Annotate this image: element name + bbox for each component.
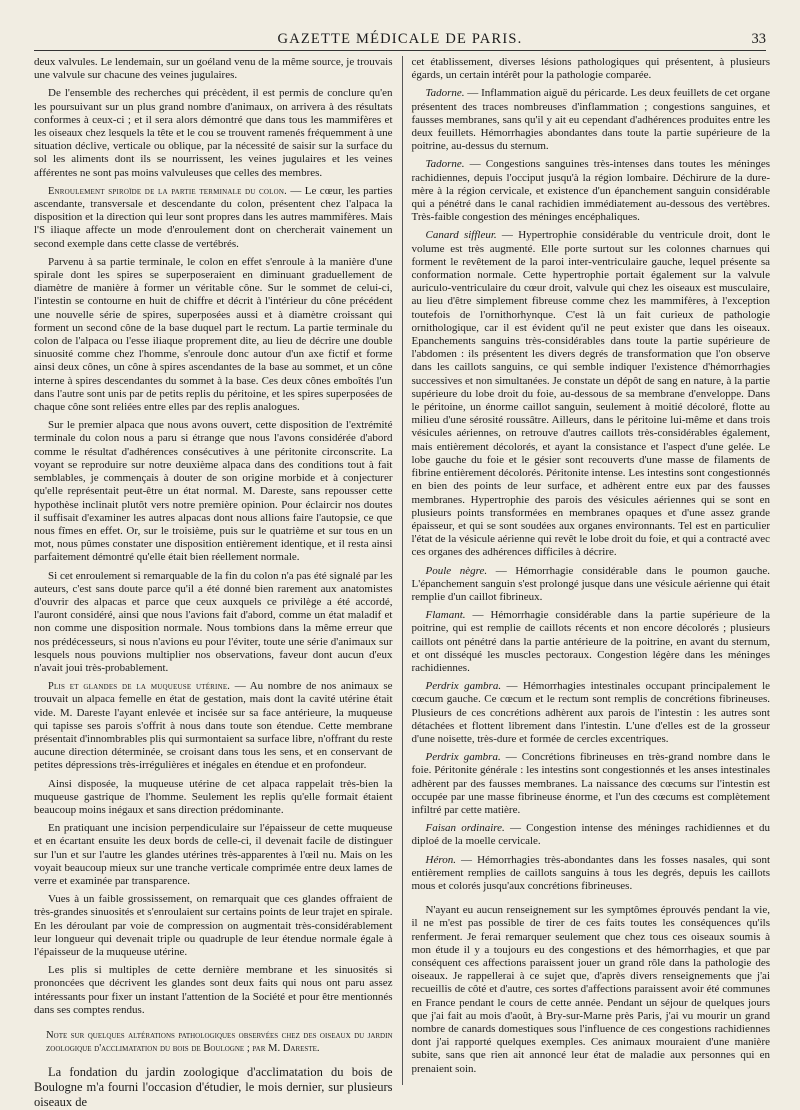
paragraph: Vues à un faible grossissement, on remarquait que ces glandes offraient de très-grandes sinuosités et s'enroulaient sur certains points de leur trajet en spirale. En les déroulant par voie de compression on augmentait très-considérablement leur longueur qui devenait triple ou quadruple de leur étendue normale égale à l'épaisseur de la muqueuse utérine. [34, 893, 393, 958]
species-label: Faisan ordinaire. [425, 822, 505, 835]
species-label: Tadorne. [425, 87, 465, 100]
observation: Hémorrhagie considérable dans la partie supérieure de la poitrine, qui est remplie de caillots récents et non encore décolorés ; plusieurs caillots ont pénétré dans la partie antérieure de la poitrine, en avant du sternum, et ont disséqué les muscles pectoraux. Congestion légère dans les méninges rachidiennes. [411, 609, 770, 674]
species-label: Perdrix gambra. [425, 680, 502, 693]
note-title: Note sur quelques altérations pathologiques observées chez des oiseaux du jardin zoologique d'acclimatation du bois de Boulogne ; par M. Dareste. [46, 1030, 393, 1055]
observation: Congestion intense des méninges rachidiennes et du diploé de la moelle cervicale. [411, 822, 770, 848]
paragraph: En pratiquant une incision perpendiculaire sur l'épaisseur de cette muqueuse et en écartant ensuite les deux bords de celle-ci, il devenait facile de distinguer sur l'un et sur l'autre les glandes utérines très-apparentes à l'œil nu. Mais on les voyait beaucoup mieux sur une tranche verticale comprimée entre deux lames de verre et examinée par transparence. [34, 822, 393, 887]
text-columns [34, 56, 771, 1110]
observation: Hypertrophie considérable du ventricule droit, dont le volume est très augmenté. Elle porte surtout sur les colonnes charnues qui forment le revêtement de la paroi inter-ventriculaire gauche, lequel présente sa conformation normale. Cette hypertrophie portait également sur la valvule auriculo-ventriculaire du cœur droit, valvule qui chez les oiseaux est musculaire, au lieu d'être simplement fibreuse comme chez les mammifères, à l'exception toutefois de l'ornithorhynque. C'est là un fait curieux de pathologie ornithologique, car il est évident qu'il ne peut exister que dans les oiseaux. Epanchements sanguins très-considérables dans toute la partie supérieure de l'abdomen : ils présentent les divers degrés de transformation que l'on observe dans les caillots sanguins, ce qui semble indiquer l'existence d'hémorrhagies successives et non simultanées. Je constate un dépôt de sang en nature, à la partie supérieure du lobe droit du foie, au-dessous de sa membrane d'enveloppe. Dans le péritoine, un énorme caillot sanguin, seulement à moitié décoloré, flotte au milieu d'une sérosité roussâtre. Ailleurs, dans le péritoine lui-même et dans trois vésicules aériennes, on retrouve d'autres caillots très-considérables également, mais entièrement décolorés, et ayant la consistance et l'aspect d'une gelée. Le lobe gauche du foie et le gésier sont recouverts d'une masse de filaments de fibrine entièrement décolorés. Péritonite intense. Les intestins sont congestionnés en bien des points de leur surface, et adhèrent entre eux par des fausses membranes. Hypertrophie des parois des vésicules aériennes qui se sont en plusieurs points transformées en membranes opaques et d'une assez grande épaisseur, et qui se sont soudées aux organes environnants. Tel est en particulier l'état de la vésicule aérienne qui revêt le lobe droit du foie, et qui a contracté avec ces organes des adhérences difficiles à décrire. [411, 229, 770, 559]
right-column: cet établissement, diverses lésions pathologiques qui présentent, à plusieurs égards, un certain intérêt pour la pathologie comparée. Tadorne. — Inflammation aiguë du péricarde. Les deux feuillets de cet organe présentent des traces nombreuses d'inflammation ; congestions sanguines, et fausses membranes, sans qu'il y ait eu cependant d'adhérences produites entre les deux feuillets. Hémorrhagies abondantes dans toute la partie supérieure de la poitrine, au-dessus du sternum. Tadorne. — Congestions sanguines très-intenses dans toutes les méninges rachidiennes, depuis l'occiput jusqu'à la région lombaire. Déchirure de la dure-mère à la région cervicale, et existence d'un épanchement sanguin considérable qui a pénétré dans le canal rachidien immédiatement au-dessous des vertèbres. Très-faible congestion des méninges encéphaliques. Canard siffleur. — Hypertrophie considérable du ventricule droit, dont le volume est très augmenté. Elle porte surtout sur les colonnes charnues qui forment le revêtement de la paroi inter-ventriculaire gauche, lequel présente sa conformation normale. Cette hypertrophie portait également sur la valvule auriculo-ventriculaire du cœur droit, valvule qui chez les oiseaux est musculaire, au lieu d'être simplement fibreuse comme chez les mammifères, à l'exception toutefois de l'ornithorhynque. C'est là un fait curieux de pathologie ornithologique, car il est évident qu'il ne peut exister que dans les oiseaux. Epanchements sanguins très-considérables dans toute la partie supérieure de l'abdomen : ils présentent les divers degrés de transformation que l'on observe dans les caillots sanguins, ce qui semble indiquer l'existence d'hémorrhagies successives et non simultanées. Je constate un dépôt de sang en nature, à la partie supérieure du lobe droit du foie, au-dessous de sa membrane d'enveloppe. Dans le péritoine, un énorme caillot sanguin, seulement à moitié décoloré, flotte au milieu d'une sérosité roussâtre. Ailleurs, dans le péritoine lui-même et dans trois vésicules aériennes, on retrouve d'autres caillots très-considérables également, mais entièrement décolorés, et ayant la consistance et l'aspect d'une gelée. Le lobe gauche du foie et le gésier sont recouverts d'une masse de filaments de fibrine entièrement décolorés. Péritonite intense. Les intestins sont congestionnés en bien des points de leur surface, et adhèrent entre eux par des fausses membranes. Hypertrophie des parois des vésicules aériennes qui se sont en plusieurs points transformées en membranes opaques et d'une assez grande épaisseur, et qui se sont soudées aux organes environnants. Tel est en particulier l'état de la vésicule aérienne qui revêt le lobe droit du foie, et qui a contracté avec ces organes des adhérences difficiles à décrire. Poule nègre. — Hémorrhagie considérable dans le poumon gauche. L'épanchement sanguin s'est prolongé jusque dans une vésicule aérienne qui était remplie d'un caillot fibrineux. Flamant. — Hémorrhagie considérable dans la partie supérieure de la poitrine, qui est remplie de caillots récents et non encore décolorés ; plusieurs caillots ont pénétré dans la partie antérieure de la poitrine, en avant du sternum, et ont disséqué les muscles pectoraux. Congestion légère dans les méninges rachidiennes. Perdrix gambra. — Hémorrhagies intestinales occupant principalement le cœcum gauche. Ce cœcum et le rectum sont remplis de concrétions fibrineuses. Plusieurs de ces concrétions adhèrent aux parois de l'intestin : les autres sont détachées et flottent librement dans l'intestin. L'une d'elles est de la grosseur d'une noisette, très-dure et formée de cercles excentriques. Perdrix gambra. — Concrétions fibrineuses en très-grand nombre dans le foie. Péritonite générale : les intestins sont congestionnés et les anses intestinales adhèrent par des fausses membranes. La naissance des cœcums sur l'intestin est occupée par une masse fibrineuse énorme, et l'un des cœcums est complètement infiltré par cette matière. Faisan ordinaire. — Congestion intense des méninges rachidiennes et du diploé de la moelle cervicale. Héron. — Hémorrhagies très-abondantes dans les fosses nasales, qui sont entièrement remplies de caillots sanguins à tous les degrés, depuis les caillots mous et colorés jusqu'aux concrétions fibrineuses. N'ayant eu aucun renseignement sur les symptômes éprouvés pendant la vie, il ne m'est pas possible de tirer de ces faits toutes les conséquences qu'ils renferment. Je ferai remarquer seulement que chez tous ces oiseaux soumis à mon étude il y a toujours eu des congestions et des hémorrhagies, et que par conséquent ces affections paraissent jouer un grand rôle dans la pathologie des oiseaux. Je rappellerai à ce sujet que, d'après divers renseignements que j'ai recueillis de côté et d'autre, ces sortes d'affections paraissent avoir été communes en France pendant le cours de cette année. Pendant un séjour de quelques jours que j'ai fait au mois d'août, à Bry-sur-Marne près Paris, j'ai vu mourir un grand nombre de canards domestiques sous l'influence de ces congestions rachidiennes dont j'ai rapporté quelques exemples. Ces animaux mouraient d'une manière subite, sans que rien ait annoncé leur état de maladie aux personnes qui en prenaient soin. [411, 56, 771, 1075]
journal-title: GAZETTE MÉDICALE DE PARIS. [277, 31, 523, 47]
observation: Hémorrhagie considérable dans le poumon gauche. L'épanchement sanguin s'est prolongé jusque dans une vésicule aérienne qui était remplie d'un caillot fibrineux. [411, 564, 771, 603]
species-label: Tadorne. [425, 158, 465, 171]
species-label: Héron. [425, 853, 456, 866]
species-label: Canard siffleur. [425, 229, 497, 242]
observation: Hémorrhagies très-abondantes dans les fosses nasales, qui sont entièrement remplies de caillots sanguins à tous les degrés, depuis les caillots mous et colorés jusqu'aux concrétions fibrineuses. [411, 853, 770, 892]
paragraph: cet établissement, diverses lésions pathologiques qui présentent, à plusieurs égards, un certain intérêt pour la pathologie comparée. [411, 56, 770, 82]
running-header [34, 28, 766, 51]
paragraph: Parvenu à sa partie terminale, le colon en effet s'enroule à la manière d'une spirale dont les spires se superposeraient en diminuant graduellement de diamètre de manière à former un véritable cône. Sur le sommet de celui-ci, l'intestin se contourne en huit de chiffre et décrit à l'intérieur du cône précédent une nouvelle série de spires, superposées aussi et à diamètre croissant qui forment un second cône de la base duquel part le rectum. La partie terminale du colon de l'alpaca ou l'esse iliaque proprement dite, au lieu de décrire une double sinuosité comme chez l'homme, s'enroule donc autour d'un axe fictif et forme ainsi deux cônes, un cône à spires ascendantes de la base au sommet, et un cône interne à spires descendantes du sommet à la base. Ces deux cônes emboîtés l'un dans l'autre sont unis par de petits replis du péritoine, et les spires superposées de chaque cône sont reliées entre elles par des replis analogues. [34, 255, 393, 414]
observation: Hémorrhagies intestinales occupant principalement le cœcum gauche. Ce cœcum et le rectum sont remplis de concrétions fibrineuses. Plusieurs de ces concrétions adhèrent aux parois de l'intestin : les autres sont détachées et flottent librement dans l'intestin. L'une d'elles est de la grosseur d'une noisette, très-dure et formée de cercles excentriques. [411, 680, 771, 745]
left-column: deux valvules. Le lendemain, sur un goéland venu de la même source, je trouvais une valvule sur chacune des veines jugulaires. De l'ensemble des recherches qui précèdent, il est permis de conclure qu'en les poursuivant sur un plus grand nombre d'animaux, on arrivera à des résultats conformes à ceux-ci ; et il sera alors démontré que dans tous les mammifères et les oiseaux chez lesquels la tête et le cou se trouvent ramenés fréquemment à une situation déclive, verticale ou oblique, par la nécessité de saisir sur la surface du sol les aliments dont ils se nourrissent, les veines jugulaires et les veines afférentes ne sont pas moins valvuleuses que celles des membres. Enroulement spiroïde de la partie terminale du colon. — Le cœur, les parties ascendante, transversale et descendante du colon, présentent chez l'alpaca la disposition et la direction qui leur sont propres dans les autres mammifères. Mais l'S iliaque affecte un mode d'enroulement dont on chercherait vainement un second exemple dans cette classe de vertébrés. Parvenu à sa partie terminale, le colon en effet s'enroule à la manière d'une spirale dont les spires se superposeraient en diminuant graduellement de diamètre de manière à former un véritable cône. Sur le sommet de celui-ci, l'intestin se contourne en huit de chiffre et décrit à l'intérieur du cône précédent une nouvelle série de spires, superposées aussi et à diamètre croissant qui forment un second cône de la base duquel part le rectum. La partie terminale du colon de l'alpaca ou l'esse iliaque proprement dite, au lieu de décrire une double sinuosité comme chez l'homme, s'enroule donc autour d'un axe fictif et forme ainsi deux cônes, un cône à spires ascendantes de la base au sommet, et un cône interne à spires descendantes du sommet à la base. Ces deux cônes emboîtés l'un dans l'autre sont unis par de petits replis du péritoine, et les spires superposées de chaque cône sont reliées entre elles par des replis analogues. Sur le premier alpaca que nous avons ouvert, cette disposition de l'extrémité terminale du colon nous a paru si étrange que nous l'avons considérée d'abord comme le résultat d'adhérences consécutives à une péritonite circonscrite. La voyant se reproduire sur notre deuxième alpaca dans des conditions tout à fait semblables, je commençais à douter de son origine morbide et à conjecturer qu'elle représentait peut-être un état normal. M. Dareste, sans repousser cette hypothèse inclinait plutôt vers notre première opinion. Pour éclaircir nos doutes il suffisait d'examiner les autres alpacas dont nous allions faire l'autopsie, ce que nous fîmes en effet. Or, sur le troisième, puis sur le quatrième et sur tous en un mot, nous pûmes constater une disposition entièrement identique, et il resta ainsi parfaitement démontré qu'elle était bien réellement normale. Si cet enroulement si remarquable de la fin du colon n'a pas été signalé par les auteurs, c'est sans doute parce qu'il a été donné bien rarement aux anatomistes d'ouvrir des alpacas et parce que ceux auxquels ce privilège a été accordé, l'auront considéré, ainsi que nous l'avions fait d'abord, comme un état maladif et non comme une disposition normale. Nous tombions dans la même erreur que nos prédécesseurs, si nous n'avions eu pour l'éviter, toute une série d'animaux sur lesquels nous pouvions multiplier nos observations, faveur dont aucun d'eux n'avait joui très-probablement. Plis et glandes de la muqueuse utérine. — Au nombre de nos animaux se trouvait un alpaca femelle en état de gestation, mais dont la cavité utérine était vide. M. Dareste l'ayant enlevée et incisée sur sa face antérieure, la muqueuse qui tapisse ses parois s'offrit à nous dans toute son étendue. Cette membrane présentait d'innombrables plis qui surmontaient sa surface libre, n'offrant du reste aucune direction déterminée, se croisant dans tous les sens, et en conservant de petites dépressions très-irrégulières et inégales en étendue et en profondeur. Ainsi disposée, la muqueuse utérine de cet alpaca rappelait très-bien la muqueuse gastrique de l'homme. Seulement les replis qu'elle formait étaient beaucoup moins inégaux et sans direction prédominante. En pratiquant une incision perpendiculaire sur l'épaisseur de cette muqueuse et en écartant ensuite les deux bords de celle-ci, il devenait facile de distinguer sur l'un et sur l'autre les glandes utérines très-apparentes à l'œil nu. Mais on les voyait beaucoup mieux sur une tranche verticale comprimée entre deux lames de verre et examinée par transparence. Vues à un faible grossissement, on remarquait que ces glandes offraient de très-grandes sinuosités et s'enroulaient sur certains points de leur trajet en spirale. En les déroulant par voie de compression on augmentait très-considérablement leur longueur qui devenait triple ou quadruple de leur étendue normale égale à l'épaisseur de la muqueuse utérine. Les plis si multiples de cette dernière membrane et les sinuosités si prononcées que décrivent les glandes sont deux faits qui nous ont paru assez intéressants pour fixer un instant l'attention de la Société et pour être mentionnés dans ses comptes rendus. Note sur quelques altérations pathologiques observées chez des oiseaux du jardin zoologique d'acclimatation du bois de Boulogne ; par M. Dareste. La fondation du jardin zoologique d'acclimatation du bois de Boulogne m'a fourni l'occasion d'étudier, le mois dernier, sur plusieurs oiseaux de [34, 56, 403, 1085]
species-label: Poule nègre. [425, 564, 488, 577]
paragraph: De l'ensemble des recherches qui précèdent, il est permis de conclure qu'en les poursuivant sur un plus grand nombre d'animaux, on arrivera à des résultats conformes à ceux-ci ; et il sera alors démontré que dans tous les mammifères et les oiseaux chez lesquels la tête et le cou se trouvent ramenés fréquemment à une situation déclive, verticale ou oblique, par la nécessité de saisir sur la surface du sol les aliments dont ils se nourrissent, les veines jugulaires et les veines afférentes ne sont pas moins valvuleuses que celles des membres. [34, 87, 393, 179]
paragraph: Si cet enroulement si remarquable de la fin du colon n'a pas été signalé par les auteurs, c'est sans doute parce qu'il a été donné bien rarement aux anatomistes d'ouvrir des alpacas et parce que ceux auxquels ce privilège a été accordé, l'auront considéré, ainsi que nous l'avions fait d'abord, comme un état maladif et non comme une disposition normale. Nous tombions dans la même erreur que nos prédécesseurs, si nous n'avions eu pour l'éviter, toute une série d'animaux sur lesquels nous pouvions multiplier nos observations, faveur dont aucun d'eux n'avait joui très-probablement. [34, 569, 393, 674]
observation: Congestions sanguines très-intenses dans toutes les méninges rachidiennes, depuis l'occiput jusqu'à la région lombaire. Déchirure de la dure-mère à la région cervicale, et existence d'un épanchement sanguin considérable qui a pénétré dans le canal rachidien immédiatement au-dessous des vertèbres. Très-faible congestion des méninges encéphaliques. [411, 158, 771, 224]
paragraph: Ainsi disposée, la muqueuse utérine de cet alpaca rappelait très-bien la muqueuse gastrique de l'homme. Seulement les replis qu'elle formait étaient beaucoup moins inégaux et sans direction prédominante. [34, 777, 393, 816]
species-label: Perdrix gambra. [425, 751, 501, 764]
section-heading: Plis et glandes de la muqueuse utérine. [48, 681, 231, 693]
paragraph: La fondation du jardin zoologique d'acclimatation du bois de Boulogne m'a fourni l'occasion d'étudier, le mois dernier, sur plusieurs oiseaux de [34, 1065, 393, 1110]
species-label: Flamant. [425, 609, 466, 622]
paragraph: deux valvules. Le lendemain, sur un goéland venu de la même source, je trouvais une valvule sur chacune des veines jugulaires. [34, 56, 393, 82]
section-heading: Enroulement spiroïde de la partie terminale du colon. [48, 185, 287, 197]
paragraph: Sur le premier alpaca que nous avons ouvert, cette disposition de l'extrémité terminale du colon nous a paru si étrange que nous l'avons considérée d'abord comme le résultat d'adhérences consécutives à une péritonite circonscrite. La voyant se reproduire sur notre deuxième alpaca dans des conditions tout à fait semblables, je commençais à douter de son origine morbide et à conjecturer qu'elle représentait peut-être un état normal. M. Dareste, sans repousser cette hypothèse inclinait plutôt vers notre première opinion. Pour éclaircir nos doutes il suffisait d'examiner les autres alpacas dont nous allions faire l'autopsie, ce que nous fîmes en effet. Or, sur le troisième, puis sur le quatrième et sur tous en un mot, nous pûmes constater une disposition entièrement identique, et il resta ainsi parfaitement démontré qu'elle était bien réellement normale. [34, 419, 393, 564]
paragraph: Le cœur, les parties ascendante, transversale et descendante du colon, présentent chez l'alpaca la disposition et la direction qui leur sont propres dans les autres mammifères. Mais l'S iliaque affecte un mode d'enroulement dont on chercherait vainement un second exemple dans cette classe de vertébrés. [34, 184, 393, 250]
paragraph: N'ayant eu aucun renseignement sur les symptômes éprouvés pendant la vie, il ne m'est pas possible de tirer de ces faits toutes les conséquences qu'ils renferment. Je ferai remarquer seulement que chez tous ces oiseaux soumis à mon étude il y a toujours eu des congestions et des hémorrhagies, et que par conséquent ces affections paraissent jouer un grand rôle dans la pathologie des oiseaux. Je rappellerai à ce sujet que, d'après divers renseignements que j'ai recueillis de côté et d'autre, ces sortes d'affections paraissent avoir été communes en France pendant le cours de cette année. Pendant un séjour de quelques jours que j'ai fait au mois d'août, à Bry-sur-Marne près Paris, j'ai vu mourir un grand nombre de canards domestiques sous l'influence de ces congestions rachidiennes dont j'ai rapporté quelques exemples. Ces animaux mouraient d'une manière subite, sans que rien ait annoncé leur état de maladie aux personnes qui en prenaient soin. [411, 904, 770, 1075]
observation: Concrétions fibrineuses en très-grand nombre dans le foie. Péritonite générale : les intestins sont congestionnés et les anses intestinales adhèrent par des fausses membranes. La naissance des cœcums sur l'intestin est occupée par une masse fibrineuse énorme, et l'un des cœcums est complètement infiltré par cette matière. [411, 751, 771, 816]
observation: Inflammation aiguë du péricarde. Les deux feuillets de cet organe présentent des traces nombreuses d'inflammation ; congestions sanguines, et fausses membranes, sans qu'il y ait eu cependant d'adhérences produites entre les deux feuillets. Hémorrhagies abondantes dans toute la partie supérieure de la poitrine, au-dessus du sternum. [411, 87, 771, 153]
paragraph: Au nombre de nos animaux se trouvait un alpaca femelle en état de gestation, mais dont la cavité utérine était vide. M. Dareste l'ayant enlevée et incisée sur sa face antérieure, la muqueuse qui tapisse ses parois s'offrit à nous dans toute son étendue. Cette membrane présentait d'innombrables plis qui surmontaient sa surface libre, n'offrant du reste aucune direction déterminée, se croisant dans tous les sens, et en conservant de petites dépressions très-irrégulières et inégales en étendue et en profondeur. [34, 680, 393, 772]
page-number: 33 [751, 31, 766, 47]
paragraph: Les plis si multiples de cette dernière membrane et les sinuosités si prononcées que décrivent les glandes sont deux faits qui nous ont paru assez intéressants pour fixer un instant l'attention de la Société et pour être mentionnés dans ses comptes rendus. [34, 964, 393, 1016]
article-title [34, 1029, 393, 1055]
